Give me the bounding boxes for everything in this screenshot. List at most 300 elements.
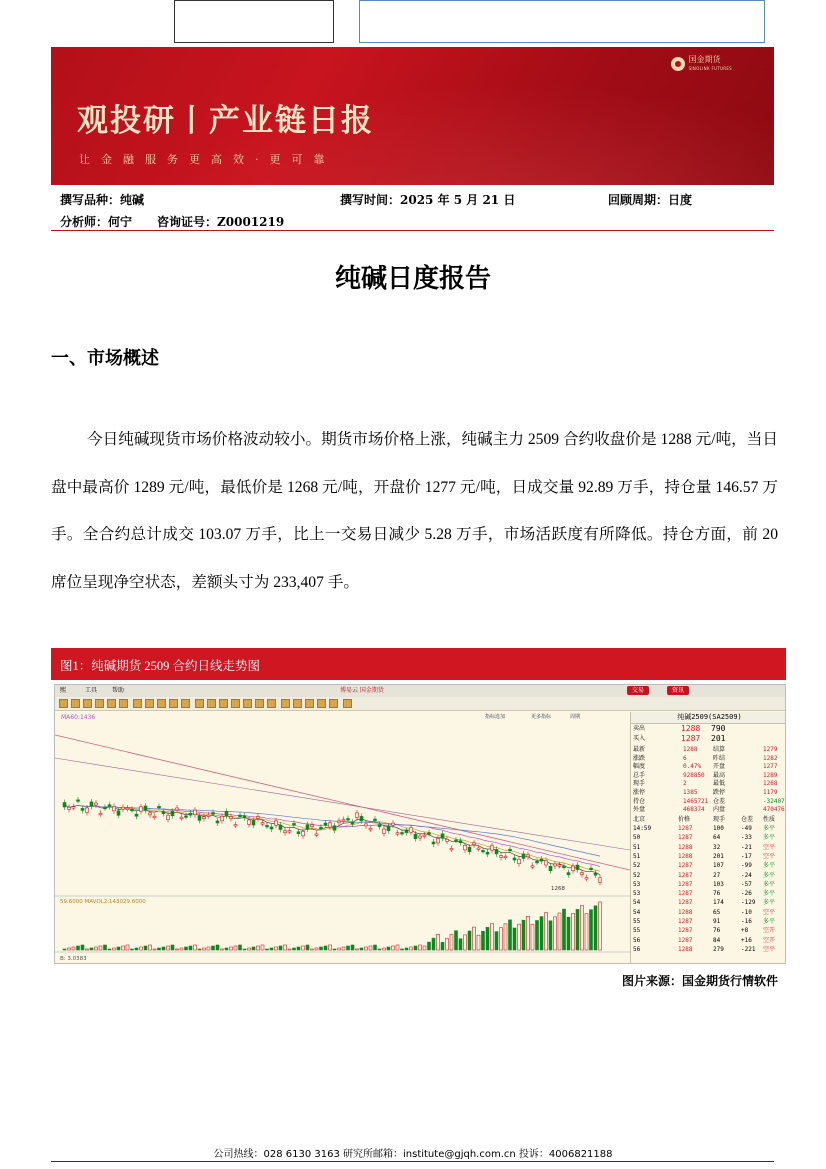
volume-bar [401,949,404,950]
volume-bar [131,949,134,950]
trend-line [55,735,630,870]
volume-bar [414,946,417,950]
ma-label: MA60:1436 [61,714,96,721]
candle [477,848,480,850]
volume-bar [594,906,597,950]
volume-bar [257,946,260,950]
menu-item: 工具 [85,687,98,694]
software-toolbar [55,697,785,711]
volume-bar [567,917,570,950]
volume-bar [464,935,467,950]
tick-row: 53 1287 103 -57 多平 [633,880,776,888]
candle [378,825,381,827]
volume-bar [581,906,584,951]
candle [347,819,350,821]
volume-bar [446,939,449,951]
volume-bar [297,947,300,950]
candle [306,825,309,830]
quote-stat-row: 外盘 468374 内盘 470476 [633,806,785,814]
quote-stat-row: 幅度 0.47% 开盘 1277 [633,763,778,771]
volume-bar [230,947,233,950]
volume-bar [270,948,273,950]
candle [90,802,93,807]
volume-bar [122,946,125,950]
candle [68,807,71,809]
volume-bar [176,949,179,950]
quote-stat-row: 涨跌 6 昨结 1282 [633,754,778,762]
volume-bar [288,949,291,950]
candle [509,849,512,851]
quote-title: 纯碱2509(SA2509) [631,712,786,724]
candle [585,878,588,880]
candle [405,831,408,833]
volume-bar [482,931,485,950]
footer-contact: 公司热线：028 6130 3163 研究所邮箱：institute@gjqh.com.cn 投诉：4006821188 [213,1149,613,1160]
tick-row: 51 1288 201 -17 空平 [633,852,776,860]
footer-rule [51,1161,774,1162]
volume-bar [473,927,476,950]
volume-bar [495,932,498,950]
volume-bar [81,945,84,950]
trade-button: 交易 [627,686,649,695]
tick-row: 52 1287 27 -24 多平 [633,871,776,879]
volume-bar [68,948,71,950]
candle [203,817,206,819]
header-rule [51,230,774,231]
ask-row: 卖出 1288 790 [633,724,726,733]
volume-bar [549,921,552,950]
candle [576,865,579,870]
candle [207,815,210,817]
daily-kline-chart [55,710,630,964]
logo-name: 国金期货 [688,55,721,64]
volume-bar [126,945,129,950]
volume-bar [437,934,440,950]
volume-bar [563,909,566,950]
company-logo [671,55,732,73]
volume-bar [140,947,143,950]
candle [455,840,458,842]
candle [279,825,282,830]
volume-bar [203,948,206,950]
candle [117,811,120,816]
candle [549,866,552,871]
volume-bar [356,949,359,950]
candle [599,878,602,883]
tick-row: 54 1287 174 -129 多平 [633,899,776,907]
volume-bar [450,935,453,950]
candle [167,815,170,820]
volume-bar [212,946,215,950]
quote-stat-row: 持仓 1465721 仓差 -32407 [633,797,785,805]
volume-bar [378,949,381,950]
candle [495,849,498,854]
candle [99,813,102,815]
volume-bar [585,914,588,950]
bid-row: 买入 1287 201 [633,734,726,743]
tick-row: 14:59 1287 100 -49 多平 [633,825,776,832]
volume-bar [329,945,332,950]
candle [270,827,273,829]
volume-bar [477,935,480,950]
volume-bar [275,947,278,950]
menu-item: 帮助 [112,687,125,694]
candle [162,812,165,814]
volume-bar [104,945,107,950]
chart-tab: 指标选加 [485,714,506,720]
ma5-line [65,805,601,875]
volume-bar [239,945,242,950]
volume-bar [392,946,395,950]
tick-row: 52 1287 107 -99 多平 [633,862,776,870]
candle [351,822,354,824]
candle [396,833,399,835]
candle [72,807,75,809]
volume-bar [207,947,210,950]
candle [144,806,147,811]
candle [239,815,242,817]
candle [500,856,503,858]
volume-bar [428,942,431,950]
volume-bar [225,948,228,950]
volume-bar [113,948,116,950]
candle [248,820,251,825]
candle [252,821,255,826]
chart-tab: 更多指标 [531,714,552,720]
candle [428,833,431,835]
volume-bar [396,945,399,950]
candle [225,811,228,816]
candle [311,825,314,827]
volume-bar [504,924,507,950]
volume-bar [86,949,89,950]
volume-bar [158,948,161,950]
candle [86,808,89,813]
candle [108,805,111,807]
candle [567,873,570,875]
candle [594,873,597,875]
volume-bar [221,949,224,950]
volume-bar [576,909,579,950]
report-banner [51,47,774,185]
candle [315,834,318,836]
volume-bar [117,947,120,950]
volume-bar [365,947,368,950]
candle [392,823,395,825]
volume-bar [252,947,255,950]
volume-bar [432,938,435,950]
volume-bar [599,902,602,950]
volume-bar [293,948,296,950]
volume-bar [95,947,98,950]
volume-bar [90,948,93,950]
volume-bar [315,948,318,950]
candle [131,809,134,811]
candle [77,800,80,802]
candle [126,808,129,810]
candle [297,832,300,834]
volume-bar [284,945,287,950]
chart-tab: 周期 [570,714,581,720]
volume-bar [369,946,372,950]
volume-bar [531,924,534,950]
candle [171,811,174,816]
quote-stat-row: 涨停 1385 跌停 1179 [633,789,778,796]
volume-bar [144,946,147,950]
candle [554,864,557,866]
quote-stat-row: 最新 1288 结算 1279 [633,746,778,753]
volume-bar [108,949,111,950]
logo-sub: SINOLINK FUTURES [688,66,732,71]
candle [198,816,201,821]
volume-bar [540,917,543,950]
menu-item: 熙 [60,687,67,694]
meta-cert: 咨询证号：Z0001219 [157,215,285,229]
volume-bar [572,913,575,950]
candle [338,821,341,823]
volume-bar [383,948,386,950]
candle [140,807,143,812]
report-title: 纯碱日度报告 [334,264,491,294]
figure-caption-bar [51,648,786,680]
quote-stat-row: 总手 928850 最高 1289 [633,771,778,779]
candle [180,817,183,819]
volume-bar [248,948,251,950]
volume-bar [72,947,75,950]
volume-bar [311,949,314,950]
volume-bar [333,949,336,950]
volume-bar [234,946,237,950]
candle [333,826,336,831]
volume-bar [194,945,197,950]
candle [356,813,359,818]
candle [320,827,323,829]
volume-bar [468,931,471,950]
volume-bar [279,946,282,950]
candle [324,823,327,825]
volume-bar [302,946,305,950]
volume-bar [387,947,390,950]
banner-title: 观投研丨产业链日报 [77,103,374,139]
candle [293,823,296,825]
meta-analyst: 分析师：何宁 [60,215,133,229]
volume-bar [99,946,102,950]
candle [423,835,426,837]
candle [491,846,494,851]
volume-bar [77,946,80,950]
ma20-line [65,805,601,867]
volume-bar [455,931,458,950]
volume-bar [491,924,494,951]
tick-row: 56 1287 84 +16 空开 [633,936,776,944]
candle [234,824,237,826]
candle [212,813,215,815]
volume-bar [306,945,309,950]
candle [437,838,440,843]
candle [401,833,404,835]
volume-bar [162,947,165,950]
volume-bar [324,946,327,950]
volume-bar [527,916,530,950]
tick-row: 54 1288 65 -10 空平 [633,908,776,916]
volume-bar [419,945,422,950]
candle [504,856,507,858]
volume-bar [351,945,354,950]
candle [158,806,161,808]
volume-bar [509,920,512,950]
candle [536,861,539,863]
candle [432,842,435,844]
quote-stat-row: 现手 2 最低 1268 [633,780,778,788]
volume-bar [360,948,363,950]
volume-bar [374,945,377,950]
candle [104,807,107,809]
candle [419,836,422,838]
candle [563,866,566,868]
tick-row: 55 1287 91 -16 多平 [633,918,776,925]
tick-row: 51 1288 32 -21 空平 [633,843,776,851]
candle [329,823,332,828]
tick-row: 55 1287 76 +8 空开 [633,927,776,935]
candle [459,841,462,843]
candle [410,828,413,833]
volume-bar [63,949,66,950]
candle [522,854,525,859]
banner-slogan: 让金融服务更高效·更可靠 [79,153,336,166]
candle [266,825,269,827]
candle [486,852,489,854]
candle [257,817,260,819]
candle [365,824,368,826]
volume-bar [167,946,170,950]
candle [284,831,287,833]
tick-row: 50 1287 64 -33 多平 [633,834,776,842]
section-title: 一、市场概述 [51,348,159,369]
candle [450,848,453,850]
meta-variety: 撰写品种：纯碱 [60,193,145,207]
candle [446,839,449,841]
candle [342,819,345,821]
figure-caption: 图1：纯碱期货 2509 合约日线走势图 [60,659,261,673]
tick-row: 53 1287 76 -26 多平 [633,890,776,898]
candle [261,823,264,825]
quote-panel [630,712,786,964]
candle [374,819,377,821]
logo-icon [671,57,685,71]
volume-bar [338,948,341,950]
volume-bar [410,947,413,950]
header-box-right [359,0,765,43]
volume-bar [153,949,156,950]
volume-bar [171,945,174,950]
candle [185,816,188,818]
volume-bar [558,913,561,950]
volume-bar [216,945,219,950]
market-overview-paragraph: 今日纯碱现货市场价格波动较小。期货市场价格上涨，纯碱主力 2509 合约收盘价是 1288 元/吨，当日盘中最高价 1289 元/吨，最低价是 1268 元/吨，开盘价 1277 元/吨，日成交量 92.89 万手，持仓量 146.57 万手。全合约总计成交 103.07 万手，比上一交易日减少 5.28 万手，市场活跃度有所降低。持仓方面，前 20 席位呈现净空状态，差额头寸为 233,407 手。 [51,431,778,591]
header-box-left [174,0,334,43]
candle [387,826,390,831]
candle [360,816,363,821]
futures-chart-screenshot [54,684,786,964]
candle [81,808,84,810]
volume-bar [180,948,183,950]
software-window-title: 博易云 国金期货 [340,687,384,694]
volume-bar [261,945,264,950]
volume-bar [198,949,201,950]
volume-bar [500,928,503,950]
info-button: 资讯 [667,686,689,695]
bottom-indicator-label: B: 3.0383 [60,956,87,962]
tick-row: 56 1288 279 -221 空平 [633,945,776,953]
volume-bar [513,928,516,950]
volume-bar [441,942,444,950]
volume-bar [405,948,408,950]
candle [153,816,156,818]
meta-period: 回顾周期：日度 [608,193,693,207]
candle [518,859,521,864]
candle [230,816,233,818]
candle [540,859,543,861]
candle [383,829,386,834]
volume-bar [554,917,557,950]
volume-label: 59.6000 MAVOL2:143029.6000 [60,899,146,905]
candle [216,821,219,823]
candle [221,816,224,821]
candle [468,847,471,852]
volume-bar [518,924,521,950]
candle [482,850,485,852]
candle [473,843,476,845]
candle [122,807,125,809]
volume-bar [243,949,246,950]
volume-bar [135,948,138,950]
candle [95,803,98,805]
volume-bar [459,939,462,950]
volume-bar [486,927,489,950]
meta-time: 撰写时间：2025 年 5 月 21 日 [340,193,516,207]
candle [545,861,548,866]
candle [581,873,584,875]
candle [572,866,575,871]
candle [531,866,534,868]
volume-bar [522,920,525,950]
candle [513,858,516,860]
candle [176,808,179,810]
candle [149,813,152,815]
candle [369,828,372,830]
volume-bar [266,949,269,950]
volume-bar [545,913,548,950]
low-price-mark: 1268 [551,886,565,892]
candle [288,831,291,833]
candle [113,806,116,811]
figure-source: 图片来源：国金期货行情软件 [621,974,778,988]
tick-header: 北京 价格 现手 仓差 性质 [633,816,776,823]
candle [590,868,593,870]
candle [464,845,467,850]
candle [441,834,444,839]
candle [194,810,197,815]
volume-bar [149,945,152,950]
volume-bar [320,947,323,950]
volume-bar [590,910,593,950]
volume-bar [423,946,426,950]
volume-bar [342,947,345,950]
candle [243,816,246,818]
volume-bar [185,947,188,950]
candle [275,821,278,826]
volume-bar [189,946,192,950]
